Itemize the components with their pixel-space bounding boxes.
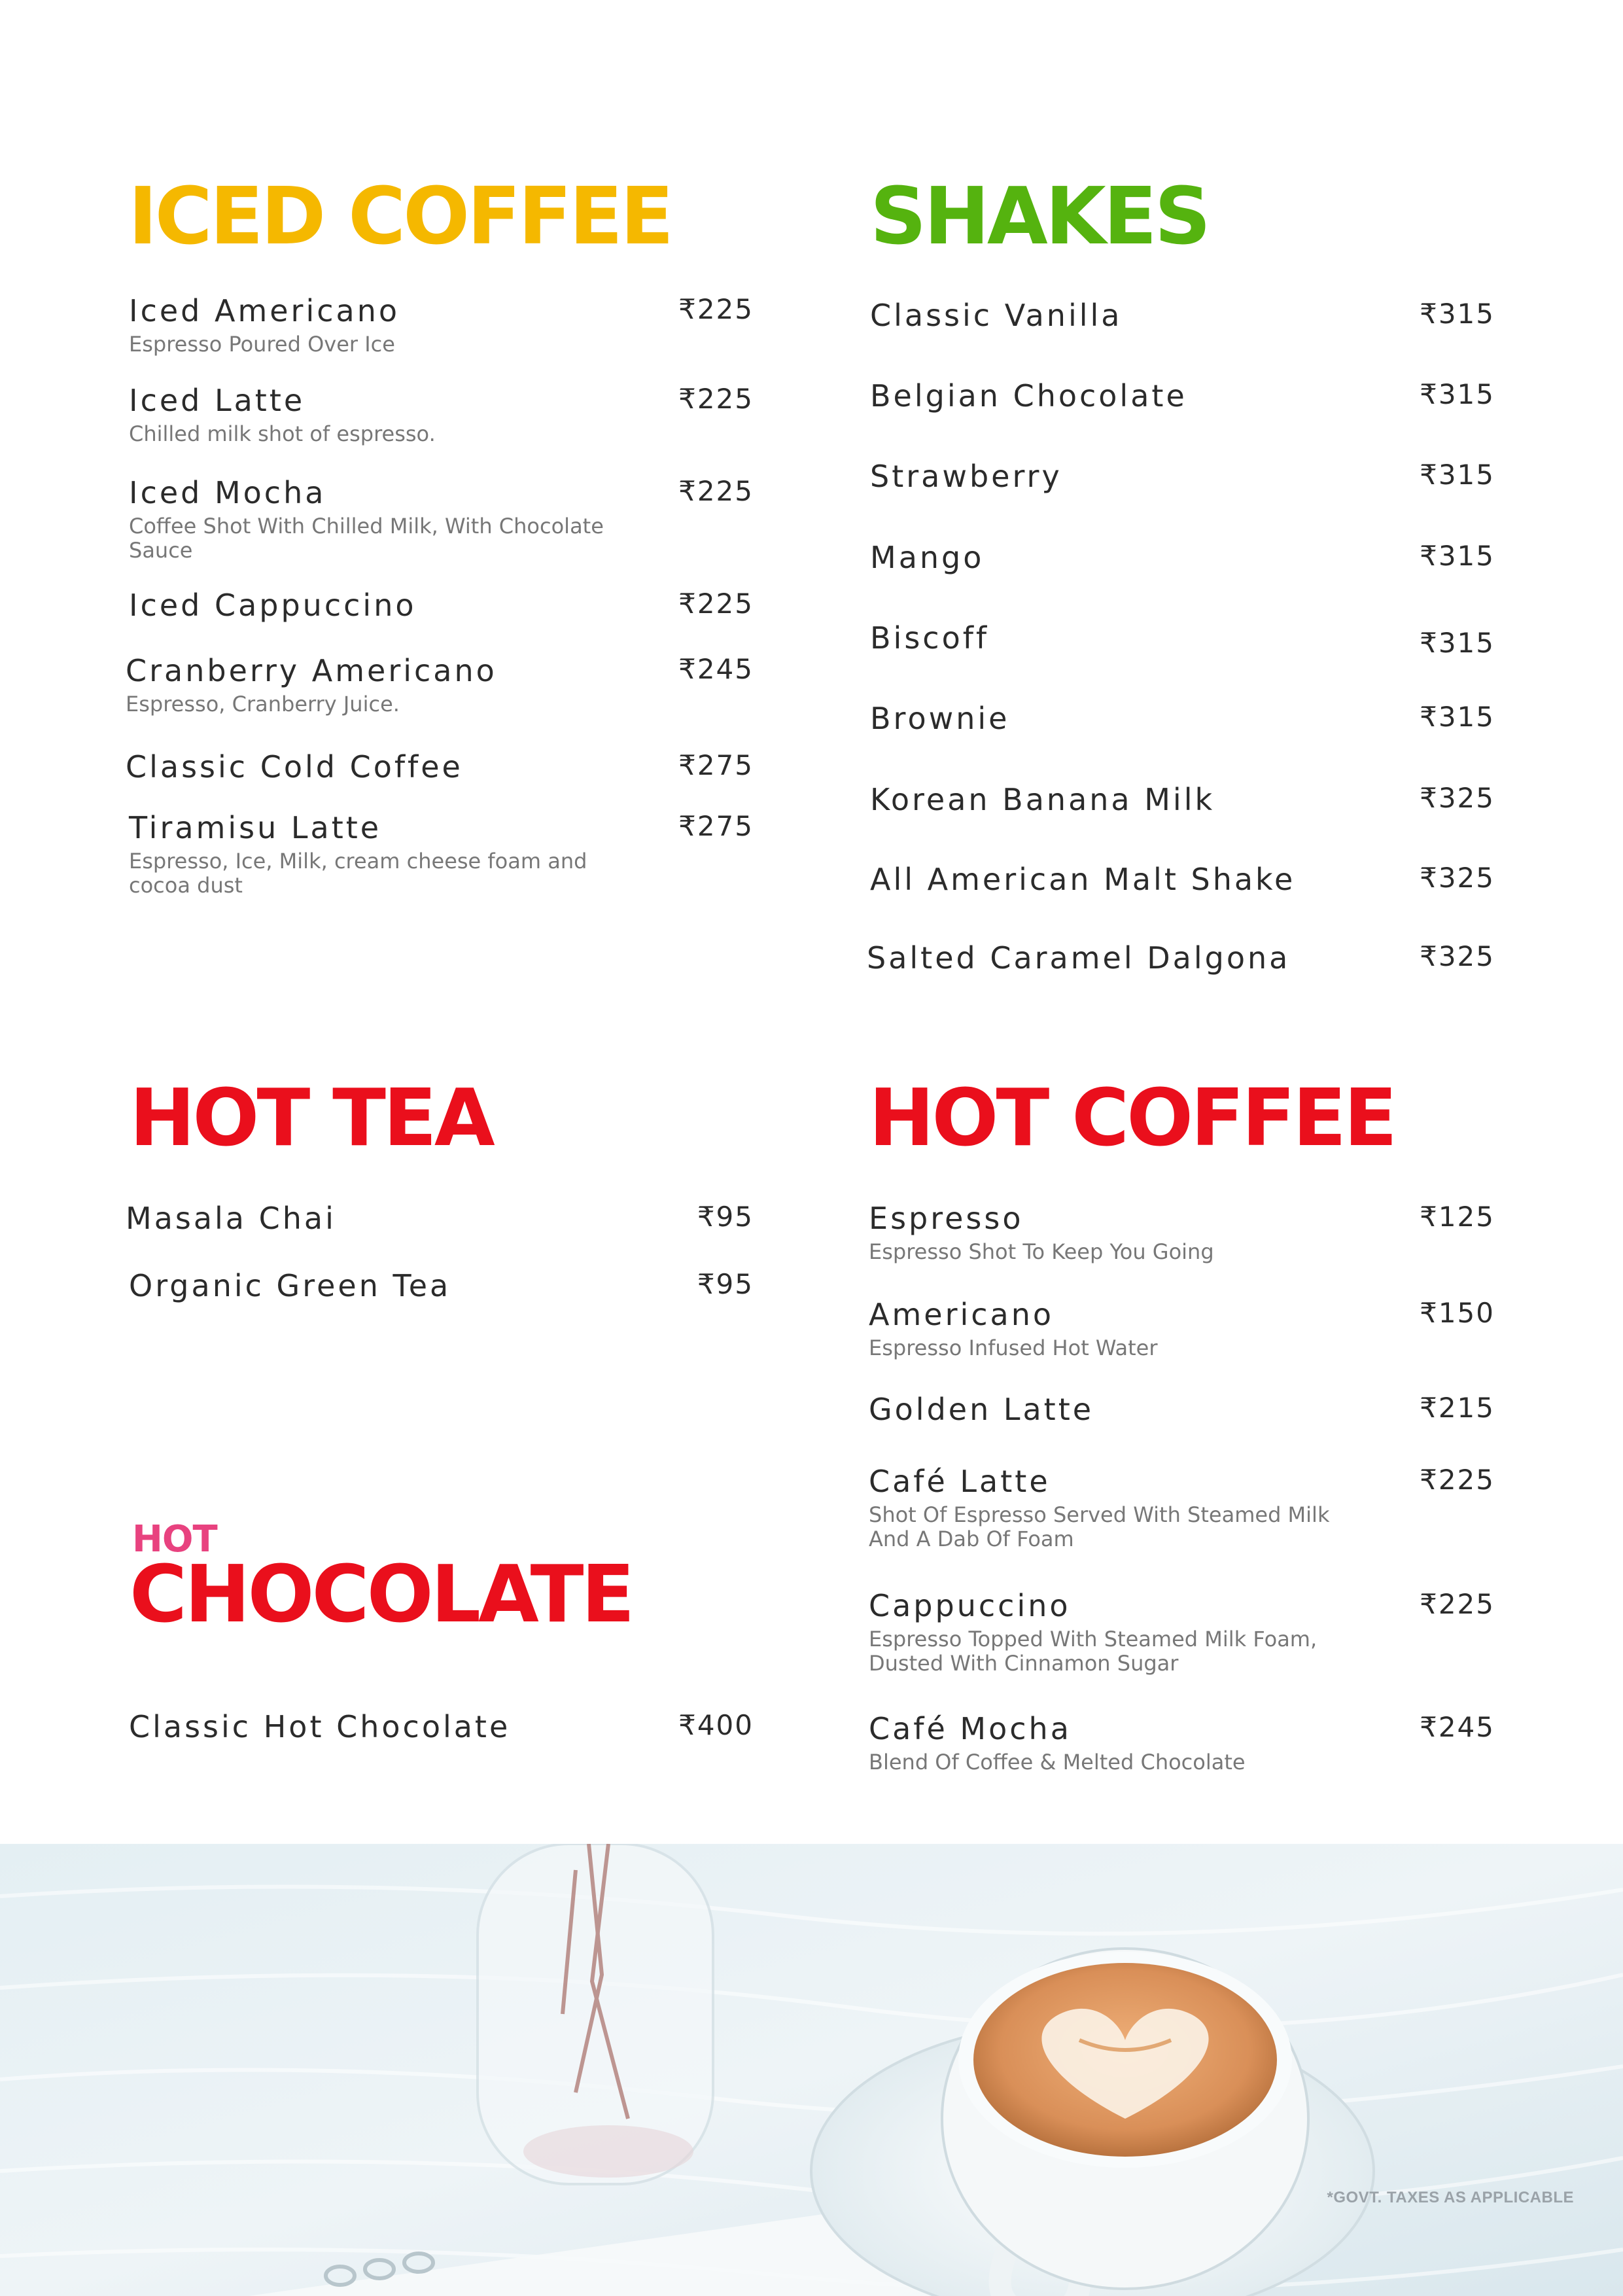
item-name: Classic Cold Coffee: [126, 749, 463, 785]
item-name: Iced Mocha: [129, 475, 326, 510]
item-price: ₹315: [1420, 378, 1495, 410]
item-description: Blend Of Coffee & Melted Chocolate: [869, 1750, 1246, 1775]
item-price: ₹245: [1420, 1711, 1495, 1743]
item-price: ₹315: [1420, 298, 1495, 330]
item-name: Classic Hot Chocolate: [129, 1709, 511, 1744]
item-price: ₹225: [678, 588, 754, 620]
shakes-heading: SHAKES: [870, 171, 1209, 262]
item-price: ₹215: [1420, 1392, 1495, 1424]
iced-coffee-list: [126, 293, 754, 908]
item-price: ₹225: [678, 293, 754, 325]
item-price: ₹315: [1420, 627, 1495, 659]
item-name: Iced Cappuccino: [129, 588, 417, 623]
item-name: Belgian Chocolate: [870, 378, 1187, 414]
item-description: Espresso, Cranberry Juice.: [126, 692, 400, 716]
item-name: Café Mocha: [869, 1711, 1072, 1746]
item-description: Shot Of Espresso Served With Steamed Milk And A Dab Of Foam: [869, 1502, 1330, 1551]
item-price: ₹125: [1420, 1201, 1495, 1233]
item-name: Classic Vanilla: [870, 298, 1123, 333]
iced-coffee-heading: ICED COFFEE: [128, 171, 672, 262]
item-description: Espresso, Ice, Milk, cream cheese foam and cocoa dust: [129, 849, 587, 898]
item-name: Masala Chai: [126, 1201, 336, 1236]
item-price: ₹225: [678, 475, 754, 507]
item-price: ₹225: [1420, 1464, 1495, 1496]
shakes-list: [867, 298, 1495, 991]
item-description: Chilled milk shot of espresso.: [129, 421, 436, 446]
hot-coffee-list: [869, 1201, 1495, 1790]
item-name: Espresso: [869, 1201, 1024, 1236]
item-price: ₹400: [678, 1709, 754, 1741]
item-name: Golden Latte: [869, 1392, 1094, 1427]
hot-chocolate-heading: CHOCOLATE: [130, 1549, 633, 1640]
item-price: ₹315: [1420, 459, 1495, 491]
item-name: Cranberry Americano: [126, 653, 497, 688]
item-name: Mango: [870, 540, 985, 575]
coffee-cup-latte-art-photo: [0, 1844, 1623, 2296]
tax-note: *GOVT. TAXES AS APPLICABLE: [1327, 2189, 1574, 2206]
item-name: Korean Banana Milk: [870, 782, 1215, 817]
item-price: ₹275: [678, 749, 754, 781]
item-price: ₹325: [1420, 862, 1495, 894]
item-name: Americano: [869, 1297, 1055, 1332]
item-description: Espresso Infused Hot Water: [869, 1335, 1158, 1360]
coffee-photo-illustration: [0, 1844, 1623, 2296]
item-price: ₹275: [678, 810, 754, 842]
item-name: Biscoff: [870, 620, 990, 656]
item-name: Organic Green Tea: [129, 1268, 451, 1303]
item-name: Café Latte: [869, 1464, 1051, 1499]
item-price: ₹95: [697, 1268, 754, 1300]
item-price: ₹325: [1420, 940, 1495, 972]
hot-coffee-heading: HOT COFFEE: [869, 1073, 1395, 1164]
hot-tea-list: [126, 1201, 754, 1305]
item-price: ₹225: [1420, 1588, 1495, 1620]
item-price: ₹225: [678, 383, 754, 415]
item-name: All American Malt Shake: [870, 862, 1296, 897]
item-price: ₹150: [1420, 1297, 1495, 1329]
item-description: Espresso Poured Over Ice: [129, 332, 395, 357]
item-price: ₹95: [697, 1201, 754, 1233]
item-name: Cappuccino: [869, 1588, 1071, 1623]
item-name: Strawberry: [870, 459, 1062, 494]
hot-chocolate-pretitle: HOT: [132, 1518, 217, 1561]
hot-tea-heading: HOT TEA: [130, 1073, 493, 1164]
item-description: Espresso Shot To Keep You Going: [869, 1239, 1214, 1264]
item-name: Iced Latte: [129, 383, 305, 418]
item-price: ₹315: [1420, 540, 1495, 572]
item-description: Coffee Shot With Chilled Milk, With Chocolate Sauce: [129, 514, 604, 563]
item-name: Brownie: [870, 701, 1010, 736]
item-description: Espresso Topped With Steamed Milk Foam, Dusted With Cinnamon Sugar: [869, 1627, 1318, 1676]
item-price: ₹245: [678, 653, 754, 685]
hot-chocolate-list: [129, 1709, 754, 1755]
item-price: ₹315: [1420, 701, 1495, 733]
item-price: ₹325: [1420, 782, 1495, 814]
item-name: Salted Caramel Dalgona: [867, 940, 1291, 976]
item-name: Iced Americano: [129, 293, 400, 328]
item-name: Tiramisu Latte: [129, 810, 382, 845]
